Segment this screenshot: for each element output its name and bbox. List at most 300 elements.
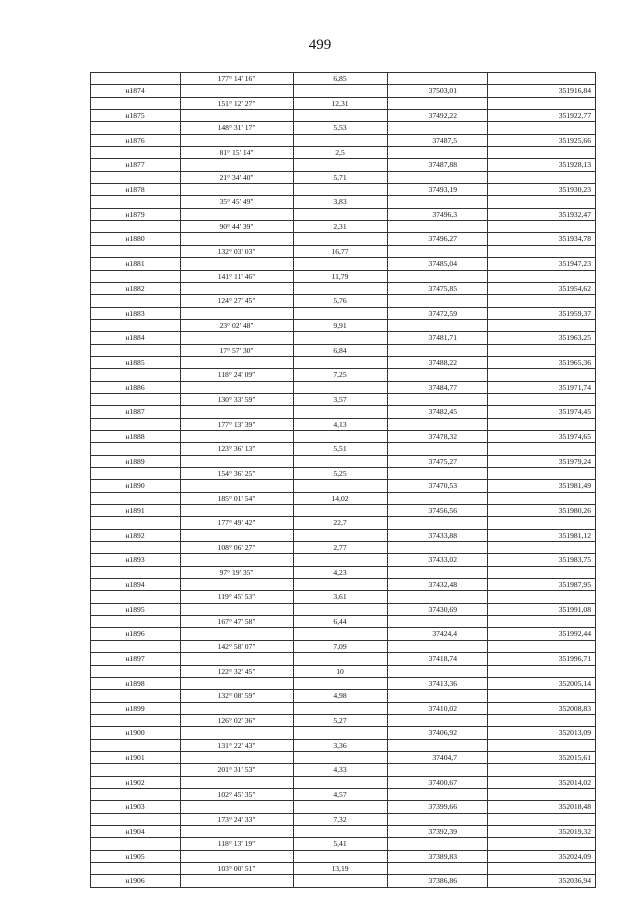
coord-y <box>487 715 595 726</box>
table-grid-line <box>595 72 596 888</box>
coord-x <box>387 221 487 232</box>
segment-angle <box>180 579 293 590</box>
point-name: н1901 <box>125 752 145 762</box>
coord-y <box>487 295 595 306</box>
coord-y: 351925,66 <box>558 135 591 145</box>
coord-x: 37503,01 <box>428 86 457 96</box>
segment-distance <box>293 801 387 812</box>
segment-distance: 5,41 <box>333 839 347 849</box>
segment-row <box>90 122 595 134</box>
coord-x <box>387 616 487 627</box>
point-name <box>90 616 180 627</box>
segment-distance <box>293 85 387 96</box>
point-row <box>90 159 595 171</box>
point-name <box>90 295 180 306</box>
segment-distance <box>293 653 387 664</box>
segment-row <box>90 295 595 307</box>
segment-distance: 2,31 <box>333 222 347 232</box>
coord-y <box>487 172 595 183</box>
coord-x: 37487,88 <box>428 160 457 170</box>
coord-y <box>487 221 595 232</box>
point-name <box>90 666 180 677</box>
point-name: н1900 <box>125 728 145 738</box>
segment-angle: 148° 31' 17" <box>217 123 256 133</box>
point-name <box>90 221 180 232</box>
coord-y: 351963,25 <box>558 333 591 343</box>
point-name: н1890 <box>125 481 145 491</box>
segment-row <box>90 838 595 850</box>
point-row <box>90 184 595 196</box>
segment-distance <box>293 159 387 170</box>
coord-x: 37433,02 <box>428 555 457 565</box>
segment-angle: 124° 27' 45" <box>217 296 256 306</box>
point-row <box>90 826 595 838</box>
segment-row <box>90 616 595 628</box>
segment-distance: 6,85 <box>333 74 347 83</box>
coord-y <box>487 517 595 528</box>
point-name <box>90 246 180 257</box>
coord-y <box>487 863 595 874</box>
coord-y: 351981,12 <box>558 530 591 540</box>
coord-x: 37488,22 <box>428 357 457 367</box>
segment-distance: 5,25 <box>333 469 347 478</box>
segment-angle: 167° 47' 58" <box>217 617 256 627</box>
coord-x <box>387 246 487 257</box>
segment-distance <box>293 579 387 590</box>
coord-x: 37399,66 <box>428 802 457 812</box>
coord-x <box>387 468 487 479</box>
coord-x <box>387 271 487 282</box>
segment-angle <box>180 604 293 615</box>
point-row <box>90 604 595 616</box>
segment-row <box>90 443 595 455</box>
segment-row <box>90 246 595 258</box>
segment-angle <box>180 505 293 516</box>
segment-distance <box>293 777 387 788</box>
coord-y <box>487 616 595 627</box>
coord-x: 37410,02 <box>428 703 457 713</box>
coord-y: 351916,84 <box>558 86 591 96</box>
coord-x <box>387 493 487 504</box>
coord-y: 351930,23 <box>558 185 591 195</box>
coord-x <box>387 690 487 701</box>
coord-y <box>487 345 595 356</box>
coord-x: 37496,27 <box>428 234 457 244</box>
segment-angle <box>180 801 293 812</box>
point-name <box>90 764 180 775</box>
segment-distance <box>293 283 387 294</box>
point-name <box>90 98 180 109</box>
segment-angle <box>180 875 293 886</box>
point-name <box>90 740 180 751</box>
segment-row <box>90 419 595 431</box>
point-name <box>90 122 180 133</box>
point-name: н1881 <box>125 259 145 269</box>
segment-angle: 123° 36' 13" <box>217 444 256 454</box>
segment-row <box>90 320 595 332</box>
point-name <box>90 517 180 528</box>
coord-x: 37470,53 <box>428 481 457 491</box>
segment-distance: 7,25 <box>333 370 347 380</box>
point-row <box>90 653 595 665</box>
segment-distance: 4,23 <box>333 567 347 577</box>
segment-distance: 12,31 <box>331 98 349 108</box>
segment-angle <box>180 110 293 121</box>
point-row <box>90 752 595 764</box>
point-name <box>90 542 180 553</box>
segment-angle: 90° 44' 39" <box>219 222 254 232</box>
point-row <box>90 431 595 443</box>
point-name <box>90 789 180 800</box>
segment-row <box>90 863 595 875</box>
coord-x: 37430,69 <box>428 604 457 614</box>
coord-x <box>387 517 487 528</box>
coord-y: 352005,14 <box>558 678 591 688</box>
point-row <box>90 628 595 640</box>
point-row <box>90 283 595 295</box>
point-name <box>90 814 180 825</box>
coord-x <box>387 789 487 800</box>
segment-distance: 3,83 <box>333 197 347 207</box>
coord-x: 37482,45 <box>428 407 457 417</box>
coord-x: 37386,86 <box>428 876 457 886</box>
segment-angle: 97° 19' 35" <box>219 567 254 577</box>
point-name <box>90 419 180 430</box>
segment-distance: 22,7 <box>333 518 347 528</box>
coord-x: 37392,39 <box>428 826 457 836</box>
coord-x: 37481,71 <box>428 333 457 343</box>
coord-y <box>487 246 595 257</box>
segment-angle <box>180 480 293 491</box>
point-name: н1883 <box>125 308 145 318</box>
coord-y: 351974,45 <box>558 407 591 417</box>
point-name <box>90 271 180 282</box>
coord-x: 37424,4 <box>432 629 457 639</box>
coord-y: 351980,26 <box>558 506 591 516</box>
segment-distance: 6,44 <box>333 617 347 627</box>
coord-y: 352024,09 <box>558 851 591 861</box>
point-name: н1903 <box>125 802 145 812</box>
coord-x <box>387 863 487 874</box>
segment-angle: 17° 57' 30" <box>219 345 254 355</box>
point-name: н1899 <box>125 703 145 713</box>
segment-angle <box>180 851 293 862</box>
segment-distance: 5,71 <box>333 172 347 182</box>
coord-x <box>387 345 487 356</box>
segment-distance <box>293 554 387 565</box>
segment-distance: 5,53 <box>333 123 347 133</box>
segment-angle <box>180 233 293 244</box>
segment-angle: 21° 34' 40" <box>219 172 254 182</box>
segment-row <box>90 196 595 208</box>
coord-y <box>487 394 595 405</box>
segment-distance <box>293 209 387 220</box>
point-name: н1880 <box>125 234 145 244</box>
coord-y: 351996,71 <box>558 654 591 664</box>
point-name <box>90 394 180 405</box>
coord-x <box>387 196 487 207</box>
point-name <box>90 838 180 849</box>
coord-x <box>387 147 487 158</box>
point-name: н1892 <box>125 530 145 540</box>
point-row <box>90 801 595 813</box>
segment-distance <box>293 456 387 467</box>
coord-y <box>487 443 595 454</box>
coord-x <box>387 715 487 726</box>
segment-angle: 108° 06' 27" <box>217 543 256 553</box>
segment-distance: 9,91 <box>333 320 347 330</box>
coord-y: 351983,75 <box>558 555 591 565</box>
point-name <box>90 567 180 578</box>
point-name: н1893 <box>125 555 145 565</box>
point-name: н1902 <box>125 777 145 787</box>
coord-x: 37418,74 <box>428 654 457 664</box>
point-name <box>90 641 180 652</box>
coord-x <box>387 542 487 553</box>
segment-angle: 103° 00' 51" <box>217 864 256 873</box>
segment-angle <box>180 283 293 294</box>
segment-distance <box>293 530 387 541</box>
segment-row <box>90 690 595 702</box>
segment-row <box>90 172 595 184</box>
coord-y <box>487 369 595 380</box>
coord-y: 352013,09 <box>558 728 591 738</box>
point-row <box>90 727 595 739</box>
coord-y: 352014,02 <box>558 777 591 787</box>
coord-y: 351974,65 <box>558 431 591 441</box>
coord-y <box>487 567 595 578</box>
segment-row <box>90 221 595 233</box>
segment-row <box>90 715 595 727</box>
point-name: н1906 <box>125 876 145 886</box>
coord-x <box>387 567 487 578</box>
segment-distance <box>293 851 387 862</box>
segment-distance: 11,79 <box>331 271 349 281</box>
segment-angle: 177° 14' 16" <box>217 74 256 83</box>
segment-distance <box>293 382 387 393</box>
coord-x: 37400,67 <box>428 777 457 787</box>
coord-y <box>487 419 595 430</box>
point-name: н1895 <box>125 604 145 614</box>
point-name: н1875 <box>125 111 145 121</box>
table-grid-line <box>387 72 388 888</box>
point-row <box>90 135 595 147</box>
segment-distance <box>293 308 387 319</box>
segment-angle: 126° 02' 36" <box>217 715 256 725</box>
segment-row <box>90 517 595 529</box>
segment-distance <box>293 258 387 269</box>
point-name: н1882 <box>125 283 145 293</box>
point-name: н1876 <box>125 135 145 145</box>
coord-x <box>387 73 487 84</box>
segment-row <box>90 147 595 159</box>
coord-y: 351947,23 <box>558 259 591 269</box>
point-name: н1904 <box>125 826 145 836</box>
coord-x <box>387 591 487 602</box>
coord-y <box>487 73 595 84</box>
segment-distance: 7,32 <box>333 814 347 824</box>
coord-y: 351934,78 <box>558 234 591 244</box>
segment-row <box>90 493 595 505</box>
segment-row <box>90 98 595 110</box>
segment-angle <box>180 258 293 269</box>
coord-x: 37484,77 <box>428 382 457 392</box>
point-name: н1898 <box>125 678 145 688</box>
segment-angle: 173° 24' 33" <box>217 814 256 824</box>
segment-angle <box>180 406 293 417</box>
coord-x: 37389,83 <box>428 851 457 861</box>
point-row <box>90 209 595 221</box>
point-row <box>90 85 595 97</box>
segment-row <box>90 814 595 826</box>
coord-y <box>487 814 595 825</box>
segment-distance: 4,33 <box>333 765 347 775</box>
point-row <box>90 554 595 566</box>
segment-angle: 185° 01' 54" <box>217 493 256 503</box>
coord-y: 351965,36 <box>558 357 591 367</box>
segment-distance: 3,36 <box>333 740 347 750</box>
coord-y: 351979,24 <box>558 456 591 466</box>
segment-distance <box>293 826 387 837</box>
coord-x: 37487,5 <box>432 135 457 145</box>
segment-distance: 4,57 <box>333 789 347 799</box>
coord-y: 351922,77 <box>558 111 591 121</box>
coord-x <box>387 740 487 751</box>
segment-row <box>90 394 595 406</box>
coord-x <box>387 764 487 775</box>
coord-x: 37485,04 <box>428 259 457 269</box>
coord-y: 352018,48 <box>558 802 591 812</box>
page-number: 499 <box>308 37 332 53</box>
coord-x <box>387 122 487 133</box>
segment-angle: 118° 24' 09" <box>217 370 256 380</box>
point-name <box>90 443 180 454</box>
segment-angle: 177° 49' 42" <box>217 518 256 528</box>
coord-y <box>487 271 595 282</box>
table-grid-line <box>293 72 294 888</box>
point-row <box>90 851 595 863</box>
segment-distance <box>293 505 387 516</box>
coord-y: 351987,95 <box>558 580 591 590</box>
segment-distance: 6,84 <box>333 345 347 355</box>
coord-y: 352036,94 <box>558 876 591 886</box>
coord-y <box>487 196 595 207</box>
segment-distance <box>293 184 387 195</box>
segment-distance: 5,51 <box>333 444 347 454</box>
coord-y <box>487 690 595 701</box>
segment-angle <box>180 653 293 664</box>
coord-y <box>487 468 595 479</box>
coord-y <box>487 122 595 133</box>
segment-angle <box>180 628 293 639</box>
point-row <box>90 357 595 369</box>
segment-angle: 177° 13' 39" <box>217 419 256 429</box>
coord-x <box>387 419 487 430</box>
coord-y <box>487 789 595 800</box>
segment-angle: 130° 33' 59" <box>217 394 256 404</box>
segment-angle: 118° 13' 19" <box>217 839 256 849</box>
segment-angle <box>180 431 293 442</box>
point-name: н1894 <box>125 580 145 590</box>
point-name <box>90 196 180 207</box>
point-row <box>90 579 595 591</box>
point-name <box>90 690 180 701</box>
coordinates-table <box>90 72 595 888</box>
segment-distance: 2,77 <box>333 543 347 553</box>
segment-distance: 16,77 <box>331 246 349 256</box>
point-name: н1878 <box>125 185 145 195</box>
segment-angle: 141° 11' 46" <box>217 271 256 281</box>
coord-y <box>487 98 595 109</box>
coord-x <box>387 98 487 109</box>
coord-x <box>387 394 487 405</box>
coord-x <box>387 838 487 849</box>
coord-y: 351991,08 <box>558 604 591 614</box>
segment-distance <box>293 875 387 886</box>
segment-row <box>90 764 595 776</box>
segment-angle: 122° 32' 45" <box>217 666 256 676</box>
segment-angle <box>180 382 293 393</box>
segment-distance <box>293 233 387 244</box>
segment-distance <box>293 703 387 714</box>
segment-row <box>90 271 595 283</box>
point-name <box>90 863 180 874</box>
point-row <box>90 480 595 492</box>
point-name: н1889 <box>125 456 145 466</box>
point-row <box>90 530 595 542</box>
segment-angle <box>180 357 293 368</box>
point-name <box>90 320 180 331</box>
point-name: н1891 <box>125 506 145 516</box>
point-name: н1897 <box>125 654 145 664</box>
segment-angle: 102° 45' 35" <box>217 789 256 799</box>
segment-row <box>90 641 595 653</box>
point-name: н1879 <box>125 209 145 219</box>
segment-distance <box>293 357 387 368</box>
segment-distance <box>293 727 387 738</box>
point-row <box>90 777 595 789</box>
segment-distance: 7,09 <box>333 641 347 651</box>
segment-row <box>90 468 595 480</box>
segment-distance: 10 <box>336 666 344 676</box>
coord-y <box>487 147 595 158</box>
point-name <box>90 493 180 504</box>
point-name: н1884 <box>125 333 145 343</box>
point-name <box>90 468 180 479</box>
segment-angle <box>180 826 293 837</box>
segment-distance: 13,19 <box>331 864 349 873</box>
segment-angle <box>180 554 293 565</box>
coord-x: 37493,19 <box>428 185 457 195</box>
segment-distance <box>293 406 387 417</box>
coord-y: 351981,49 <box>558 481 591 491</box>
segment-angle: 81° 15' 14" <box>219 148 254 158</box>
segment-angle: 142° 58' 07" <box>217 641 256 651</box>
segment-distance: 3,57 <box>333 394 347 404</box>
segment-angle <box>180 777 293 788</box>
table-grid-line <box>487 72 488 888</box>
segment-row <box>90 666 595 678</box>
segment-row <box>90 542 595 554</box>
segment-distance <box>293 110 387 121</box>
point-name <box>90 73 180 84</box>
segment-distance <box>293 604 387 615</box>
point-row <box>90 703 595 715</box>
coord-x: 37475,27 <box>428 456 457 466</box>
segment-angle <box>180 678 293 689</box>
point-name: н1874 <box>125 86 145 96</box>
coord-x: 37492,22 <box>428 111 457 121</box>
